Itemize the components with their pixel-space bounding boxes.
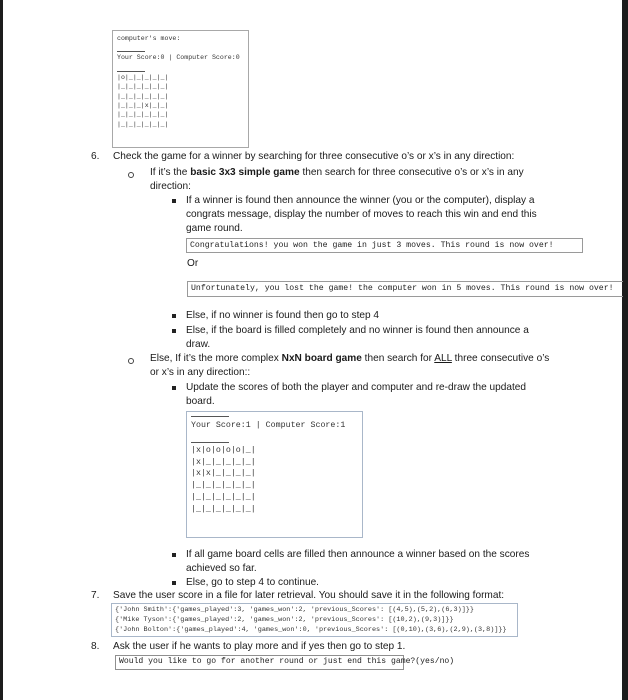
step8-text: Ask the user if he wants to play more and if yes then go to step 1.	[113, 641, 406, 652]
lost-message-box: Unfortunately, you lost the game! the computer won in 5 moves. This round is now over!	[187, 281, 623, 297]
basic-game-line2: direction:	[150, 181, 191, 192]
divider	[117, 71, 145, 72]
square-bullet-icon	[172, 386, 176, 390]
divider	[117, 51, 145, 52]
score-line: Your Score:1 | Computer Score:1	[191, 421, 346, 430]
board-row: |x|_|_|_|_|_|	[191, 457, 256, 467]
filled-bullet-line2: achieved so far.	[186, 563, 257, 574]
or-label: Or	[187, 258, 199, 269]
complex-game-line1: Else, If it’s the more complex NxN board game then search for ALL three consecutive o’s	[150, 353, 550, 364]
filled-bullet-line1: If all game board cells are filled then announce a winner based on the scores	[186, 549, 530, 560]
divider	[191, 442, 229, 443]
no-winner-bullet: Else, if no winner is found then go to step 4	[186, 310, 380, 321]
step7-text: Save the user score in a file for later retrieval. You should save it in the following format:	[113, 590, 505, 601]
board-row: |_|_|_|_|_|_|	[191, 504, 256, 514]
left-dark-edge	[0, 0, 3, 700]
format-line: {'Mike Tyson':{'games_played':2, 'games_won':2, 'previous_Scores': [(10,2),(9,3)]}}	[115, 616, 454, 624]
board-row: |x|x|_|_|_|_|	[191, 469, 256, 479]
complex-game-line2: or x’s in any direction::	[150, 367, 251, 378]
winner-bullet-line1: If a winner is found then announce the winner (you or the computer), display a	[186, 195, 535, 206]
board-row: |_|_|_|_|_|_|	[117, 92, 169, 100]
step-number: 6.	[91, 151, 100, 162]
else-bullet: Else, go to step 4 to continue.	[186, 577, 319, 588]
square-bullet-icon	[172, 329, 176, 333]
format-line: {'John Bolton':{'games_played':4, 'games_won':0, 'previous_Scores': [(0,10),(3,6),(2,9),(3,8)]}}	[115, 626, 507, 634]
board-row: |x|o|o|o|o|_|	[191, 445, 256, 455]
board-header: computer's move:	[117, 35, 181, 42]
draw-bullet-line2: draw.	[186, 339, 211, 350]
play-again-prompt-box: Would you like to go for another round or just end this game?(yes/no)	[115, 655, 404, 670]
square-bullet-icon	[172, 553, 176, 557]
congrats-message-box: Congratulations! you won the game in just 3 moves. This round is now over!	[186, 238, 583, 253]
winner-bullet-line2: congrats message, display the number of moves to reach this win and end this	[186, 209, 537, 220]
winner-bullet-line3: game round.	[186, 223, 243, 234]
square-bullet-icon	[172, 581, 176, 585]
score-line: Your Score:0 | Computer Score:0	[117, 54, 240, 62]
basic-game-line1: If it’s the basic 3x3 simple game then search for three consecutive o’s or x’s in any	[150, 167, 524, 178]
circle-bullet-icon	[128, 358, 134, 364]
square-bullet-icon	[172, 199, 176, 203]
step-number: 7.	[91, 590, 100, 601]
board-row: |o|_|_|_|_|_|	[117, 73, 169, 81]
circle-bullet-icon	[128, 172, 134, 178]
update-bullet-line1: Update the scores of both the player and computer and re-draw the updated	[186, 382, 527, 393]
board-row: |_|_|_|_|_|_|	[117, 111, 169, 119]
divider	[191, 416, 229, 417]
board-example-1	[112, 30, 249, 148]
square-bullet-icon	[172, 314, 176, 318]
update-bullet-line2: board.	[186, 396, 215, 407]
draw-bullet-line1: Else, if the board is filled completely and no winner is found then announce a	[186, 325, 529, 336]
save-format-box	[111, 603, 518, 637]
step6-text: Check the game for a winner by searching for three consecutive o’s or x’s in any direction:	[113, 151, 515, 162]
right-dark-edge	[622, 0, 628, 700]
step-number: 8.	[91, 641, 100, 652]
board-row: |_|_|_|_|_|_|	[117, 83, 169, 91]
board-row: |_|_|_|_|_|_|	[191, 492, 256, 502]
board-row: |_|_|_|x|_|_|	[117, 102, 169, 110]
board-example-2	[186, 411, 363, 538]
format-line: {'John Smith':{'games_played':3, 'games_won':2, 'previous_Scores': [(4,5),(5,2),(6,3)]}}	[115, 606, 474, 614]
board-row: |_|_|_|_|_|_|	[117, 120, 169, 128]
board-row: |_|_|_|_|_|_|	[191, 481, 256, 491]
